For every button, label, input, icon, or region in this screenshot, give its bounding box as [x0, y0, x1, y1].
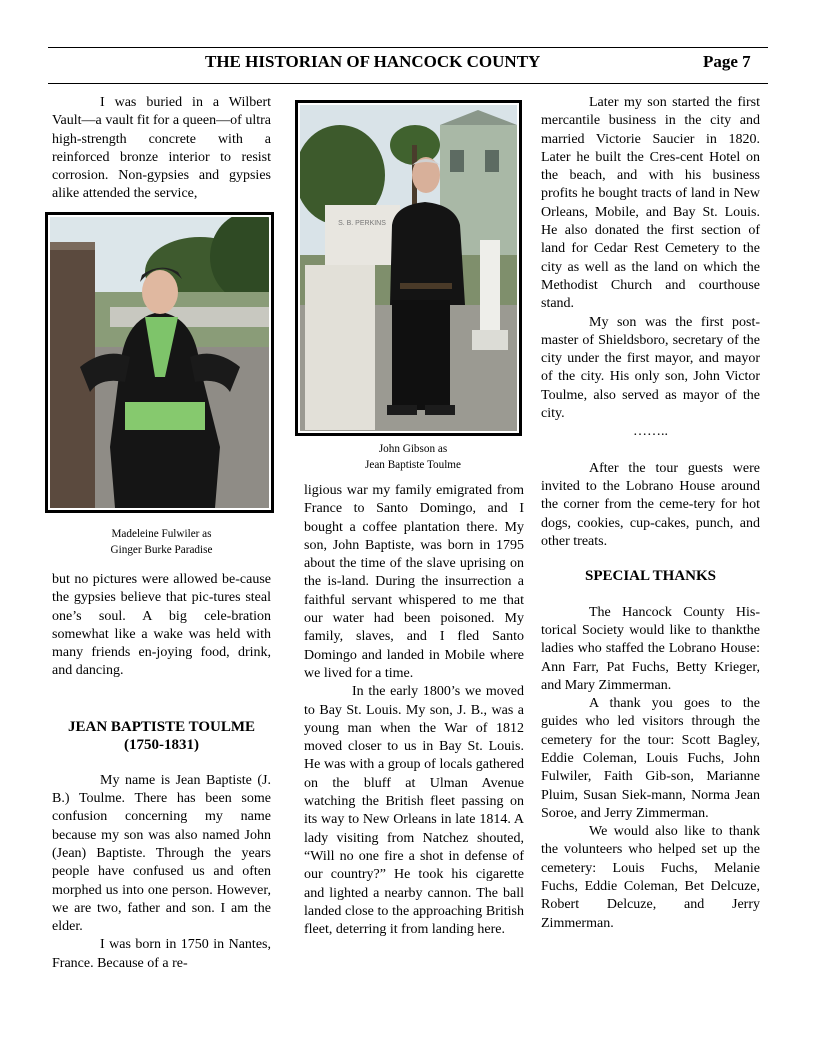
column-1-top	[52, 94, 271, 204]
paragraph-my-name: My name is Jean Baptiste (J. B.) Toulme. There has been some confusion concerning my name because my son was also named John (Jean) Baptiste. Through the years people have confused us and often morphed us into one person. However, we are two, father and son. I am the elder.	[52, 772, 271, 935]
section-separator: ……..	[633, 424, 668, 440]
column-3	[541, 94, 760, 933]
paragraph-thanks-volunteers: We would also like to thank the volunteers who helped set up the cemetery: Louis Fuchs, Melanie Fuchs, Eddie Coleman, Bet Delcuze, Robert Delcuze, and Jerry Zimmerman.	[541, 824, 760, 931]
header-top-rule	[48, 47, 768, 48]
newsletter-title: THE HISTORIAN OF HANCOCK COUNTY	[205, 52, 541, 71]
photo-madeleine-fulwiler	[45, 212, 274, 513]
caption-photo-2	[303, 441, 523, 473]
paragraph-religious-war: ligious war my family emigrated from France to Santo Domingo, and I bought a coffee plantation there. My son, John Baptiste, was born in 1795 about the time of the slave uprising on the is-land. During the insurrection a faithful servant whispered to me that our water had been poisoned. My family, slaves, and I fled Santo Domingo and landed in Mobile where we lived for a time.	[304, 483, 524, 681]
caption-line: Ginger Burke Paradise	[110, 544, 213, 556]
column-1-bottom	[52, 571, 271, 973]
caption-line: John Gibson as	[378, 443, 448, 455]
paragraph-wilbert-vault: I was buried in a Wilbert Vault—a vault fit for a queen—of ultra high-strength concrete with a reinforced bronze interior to resist corrosion. Non-gypsies and gypsies alike attended the service,	[52, 95, 271, 202]
paragraph-early-1800s: In the early 1800’s we moved to Bay St. Louis. My son, J. B., was a young man when the War of 1812 moved closer to us in Bay St. Louis. He was with a group of locals gathered on the bluff at Ulman Avenue watching the British fleet passing on its way to New Orleans in late 1814. A lady visiting from Natchez shouted, “Will no one fire a shot in defense of our country?” He took his cigarette and lighted a nearby cannon. The ball landed close to the approaching British fleet, deterring it from landing here.	[304, 684, 524, 938]
caption-photo-1	[52, 526, 271, 558]
heading-dates: (1750-1831)	[124, 737, 199, 754]
paragraph-thanks-guides: A thank you goes to the guides who led visitors through the cemetery for the tour: Scott Bagley, Eddie Coleman, Louis Fuchs, John Fulwiler, Faith Gib-son, Marianne Pluim, Susan Siek-mann, Norma Jean Soroe, and Jerry Zimmerman.	[541, 696, 760, 821]
column-2	[304, 482, 524, 939]
paragraph-no-pictures: but no pictures were allowed be-cause the gypsies believe that pic-tures steal one’s soul. A big cele-bration somewhat like a wake was held with many friends en-joying food, drink, and dancing.	[52, 572, 271, 679]
page-number: Page 7	[703, 52, 751, 71]
photo-john-gibson	[295, 100, 522, 436]
heading-jean-baptiste: JEAN BAPTISTE TOULME	[68, 718, 255, 735]
header-bottom-rule	[48, 83, 768, 84]
grave-marker-text: S. B. PERKINS	[338, 220, 386, 227]
paragraph-born-nantes: I was born in 1750 in Nantes, France. Because of a re-	[52, 937, 271, 971]
caption-line: Madeleine Fulwiler as	[111, 528, 212, 540]
heading-special-thanks: SPECIAL THANKS	[584, 568, 716, 585]
paragraph-thanks-ladies: The Hancock County His-torical Society would like to thankthe ladies who staffed the Lobrano House: Ann Farr, Pat Fuchs, Betty Krieger, and Mary Zimmerman.	[541, 604, 760, 693]
paragraph-postmaster: My son was the first post-master of Shieldsboro, secretary of the city under the first mayor, and mayor of the city. His only son, John Victor Toulme, also served as mayor of the city.	[541, 314, 760, 422]
paragraph-mercantile: Later my son started the first mercantile business in the city and married Victorie Saucier in 1820. Later he built the Cres-cent Hotel on the beach, and with his business profits he bought tracts of land in New Orleans, Mobile, and Bay St. Louis. He also donated the first section of land for Cedar Rest Cemetery to the city as well as the land on which the Methodist Church and courthouse stand.	[541, 95, 760, 312]
paragraph-after-tour: After the tour guests were invited to the Lobrano House around the corner from the ceme-tery for hot dogs, cookies, cup-cakes, punch, and other treats.	[541, 460, 760, 549]
caption-line: Jean Baptiste Toulme	[365, 459, 461, 471]
